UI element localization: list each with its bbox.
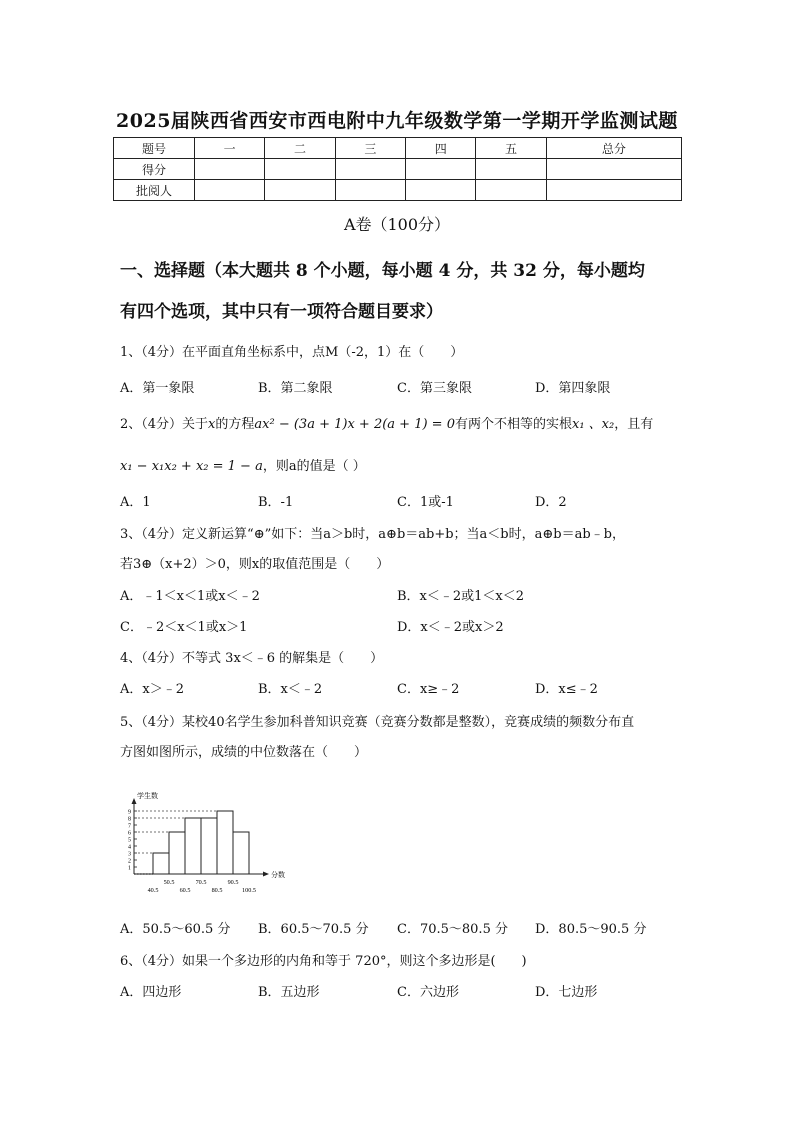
question-2-condition [120,455,366,474]
q6-option-d: D．七边形 [535,985,598,1000]
q4-option-a: A．x＞﹣2 [120,682,184,697]
q2-mid: 的方程 [215,417,255,432]
q5-option-d: D．80.5～90.5 分 [535,922,647,937]
score-row-label: 批阅人 [114,180,195,201]
question-4-stem: 4、（4分）不等式 3x＜﹣6 的解集是（ ） [120,651,384,666]
q2-prefix: 2、（4分）关于 [120,417,209,432]
section1-heading-line1: 一、选择题（本大题共 8 个小题，每小题 4 分，共 32 分，每小题均 [120,261,645,281]
y-tick-label: 7 [128,823,131,830]
q2-condition-formula: x₁ − x₁x₂ + x₂ = 1 − a [120,459,263,474]
x-tick-label: 80.5 [211,887,223,894]
score-header-cell: 题号 [114,138,195,159]
x-tick-label: 70.5 [195,879,207,886]
y-tick-label: 3 [128,851,131,858]
q3-option-c: C．﹣2＜x＜1或x＞1 [120,620,248,635]
score-cell [195,180,265,201]
x-tick-label: 60.5 [179,887,191,894]
y-axis-label: 学生数 [137,792,158,800]
score-cell [476,180,546,201]
q4-option-d: D．x≤﹣2 [535,682,598,697]
y-axis-arrow [132,798,137,804]
x-tick-label: 40.5 [147,887,159,894]
score-table-header-row [114,138,682,159]
question-3-stem-line2: 若3⊕（x+2）＞0，则x的取值范围是（ ） [120,557,390,572]
q5-option-a: A．50.5～60.5 分 [120,922,231,937]
y-tick-label: 8 [128,816,131,823]
q1-option-d: D．第四象限 [535,381,611,396]
score-header-cell: 总分 [546,138,681,159]
q4-option-b: B．x＜﹣2 [258,682,323,697]
y-tick-label: 9 [128,809,131,816]
q3-option-a: A．﹣1＜x＜1或x＜﹣2 [120,589,260,604]
q2-question: ，则a的值是（ ） [262,459,366,474]
page-title: 2025届陕西省西安市西电附中九年级数学第一学期开学监测试题 [116,110,678,132]
score-row-label: 得分 [114,159,195,180]
x-tick-label: 90.5 [227,879,239,886]
q2-roots: x₁ 、x₂ [571,417,615,432]
question-3-stem: 3、（4分）定义新运算“⊕”如下：当a＞b时，a⊕b＝ab+b；当a＜b时，a⊕b＝ab﹣b， [120,527,625,542]
score-cell [335,180,405,201]
q2-option-a: A．1 [120,495,151,510]
score-cell [406,180,476,201]
x-tick-label: 100.5 [242,887,256,894]
q2-equation: ax² − (3a + 1)x + 2(a + 1) = 0 [254,417,455,432]
histogram-bar [201,818,217,874]
score-cell [265,180,335,201]
q5-option-c: C．70.5～80.5 分 [397,922,508,937]
histogram-bar [217,811,233,874]
histogram-bar [233,832,249,874]
question-5-stem-line2: 方图如图所示，成绩的中位数落在（ ） [120,745,368,760]
score-cell [335,159,405,180]
x-axis-label: 分数 [271,871,285,879]
score-cell [546,180,681,201]
score-header-cell: 一 [195,138,265,159]
score-cell [195,159,265,180]
x-tick-label: 50.5 [163,879,175,886]
score-table [113,137,682,201]
y-tick-label: 2 [128,858,131,865]
q3-option-b: B．x＜﹣2或1＜x＜2 [397,589,525,604]
q2-option-d: D．2 [535,495,567,510]
q6-option-a: A．四边形 [120,985,182,1000]
y-tick-label: 6 [128,830,131,837]
score-header-cell: 四 [406,138,476,159]
q6-option-c: C．六边形 [397,985,459,1000]
y-tick-label: 4 [128,844,131,851]
q2-suffix: 有两个不相等的实根 [454,417,572,432]
question-6-stem: 6、（4分）如果一个多边形的内角和等于 720°，则这个多边形是( ) [120,954,527,969]
q5-option-b: B．60.5～70.5 分 [258,922,369,937]
question-1-stem: 1、（4分）在平面直角坐标系中，点M（-2，1）在（ ） [120,345,464,360]
score-header-cell: 二 [265,138,335,159]
histogram-chart [120,776,300,900]
q2-var-x: x [208,417,216,432]
histogram-bar [169,832,185,874]
histogram-bar [153,853,169,874]
question-2-stem [120,413,653,432]
q6-option-b: B．五边形 [258,985,320,1000]
score-cell [265,159,335,180]
score-header-cell: 五 [476,138,546,159]
x-axis-arrow [263,872,269,877]
score-table-row [114,180,682,201]
q3-option-d: D．x＜﹣2或x＞2 [397,620,504,635]
q1-option-a: A．第一象限 [120,381,195,396]
y-tick-label: 1 [128,865,131,872]
y-tick-label: 5 [128,837,131,844]
q1-option-b: B．第二象限 [258,381,333,396]
q2-end: ，且有 [614,417,654,432]
q4-option-c: C．x≥﹣2 [397,682,460,697]
section1-heading-line2: 有四个选项，其中只有一项符合题目要求） [120,302,443,322]
score-cell [546,159,681,180]
question-5-stem: 5、（4分）某校40名学生参加科普知识竞赛（竞赛分数都是整数），竞赛成绩的频数分布直 [120,715,635,730]
histogram-bar [185,818,201,874]
score-table-row [114,159,682,180]
q2-option-c: C．1或-1 [397,495,454,510]
q2-option-b: B．-1 [258,495,294,510]
q1-option-c: C．第三象限 [397,381,472,396]
score-header-cell: 三 [335,138,405,159]
score-cell [476,159,546,180]
section-a-heading: A卷（100分） [343,215,451,234]
score-cell [406,159,476,180]
